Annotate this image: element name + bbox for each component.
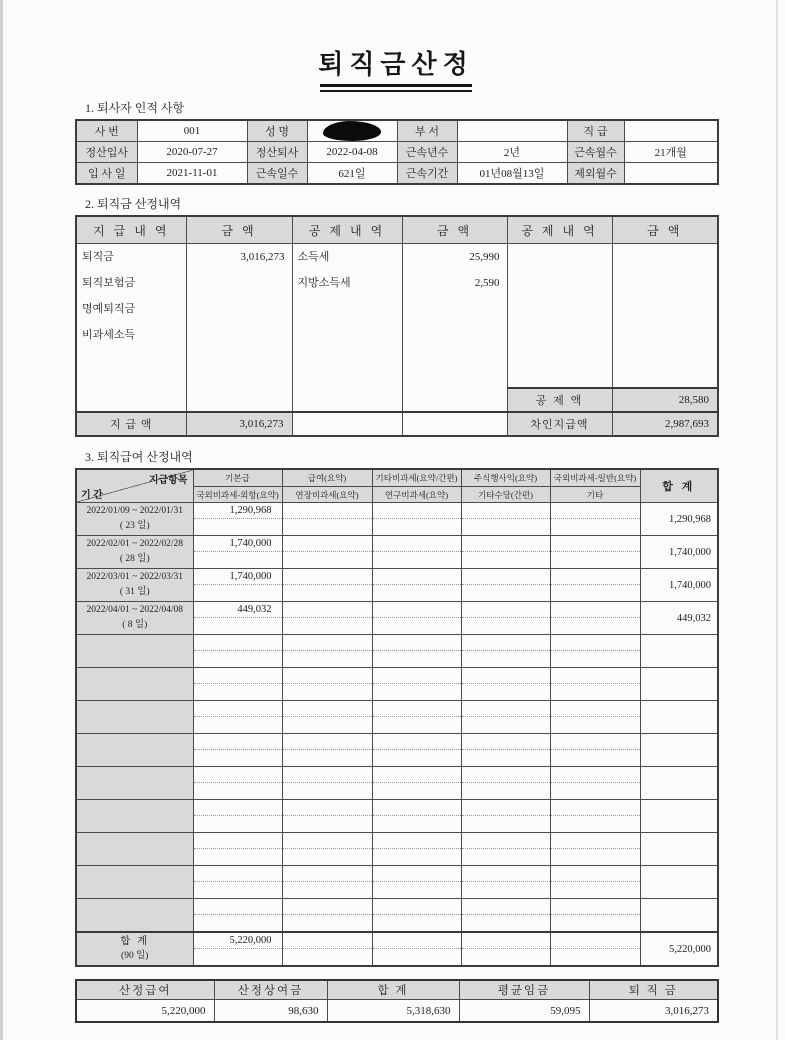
table-header-row xyxy=(76,469,718,487)
period-range: 2022/03/01 ~ 2022/03/31 xyxy=(86,572,183,582)
empty-period-row xyxy=(76,833,718,866)
service-years-label: 근속년수 xyxy=(397,142,457,163)
settle-leave-label: 정산퇴사 xyxy=(247,142,307,163)
section3-heading: 3. 퇴직급여 산정내역 xyxy=(85,450,193,464)
empty-period-row xyxy=(76,734,718,767)
summary-value-calc-bonus: 98,630 xyxy=(214,1000,327,1023)
period-row xyxy=(76,602,718,635)
period-row xyxy=(76,569,718,602)
empty-period-row xyxy=(76,899,718,933)
pay-item-label: 비과세소득 xyxy=(82,329,136,341)
corner-pay-item-label: 지급항목 xyxy=(148,475,188,486)
period-range: 2022/04/01 ~ 2022/04/08 xyxy=(86,605,183,615)
row-total-value: 449,032 xyxy=(640,602,718,635)
period-days: ( 31 일) xyxy=(119,587,150,597)
empty-period-row xyxy=(76,701,718,734)
column-header: 기본급 xyxy=(193,469,282,487)
employee-id-label: 사 번 xyxy=(76,120,137,142)
table-row xyxy=(76,142,718,163)
column-header: 공 제 내 역 xyxy=(507,216,612,244)
period-range: 2022/01/09 ~ 2022/01/31 xyxy=(86,506,183,516)
pay-amounts-cell xyxy=(186,244,292,389)
empty-period-row xyxy=(76,800,718,833)
column-header: 기타비과세(요약/간편) xyxy=(372,469,461,487)
deduction-amounts-cell xyxy=(402,244,507,389)
deduction-amount: 2,590 xyxy=(474,277,500,289)
settle-leave-value: 2022-04-08 xyxy=(307,142,397,163)
base-pay-value: 1,740,000 xyxy=(194,569,282,585)
period-days: ( 28 일) xyxy=(119,554,150,564)
title-underline xyxy=(320,84,472,92)
personal-info-table xyxy=(75,119,719,185)
table-row xyxy=(76,120,718,142)
corner-period-label: 기 간 xyxy=(81,490,103,501)
name-label: 성 명 xyxy=(247,120,307,142)
department-label: 부 서 xyxy=(397,120,457,142)
service-months-value: 21개월 xyxy=(624,142,718,163)
net-pay-label: 차인지급액 xyxy=(507,412,612,436)
name-redaction-mark xyxy=(323,121,381,141)
column-header: 국외비과세-외항(요약) xyxy=(193,487,282,503)
column-header: 금 액 xyxy=(402,216,507,244)
row-total-value: 1,290,968 xyxy=(640,503,718,536)
summary-header-calc-bonus: 산정상여금 xyxy=(214,980,327,1000)
table-row xyxy=(76,163,718,185)
empty-period-row xyxy=(76,866,718,899)
sum-total-value: 5,220,000 xyxy=(640,932,718,966)
pay-total-row xyxy=(76,412,718,436)
base-pay-cell xyxy=(193,602,282,635)
period-cell xyxy=(76,536,193,569)
join-date-value: 2021-11-01 xyxy=(137,163,247,185)
summary-table xyxy=(75,979,719,1023)
deduction-item-label: 지방소득세 xyxy=(297,277,351,289)
table-header-row xyxy=(76,216,718,244)
summary-header-severance: 퇴 직 금 xyxy=(589,980,718,1000)
sum-label-cell xyxy=(76,932,193,966)
summary-value-calc-pay: 5,220,000 xyxy=(76,1000,214,1023)
column-header: 지 급 내 역 xyxy=(76,216,186,244)
deduction-total-label: 공 제 액 xyxy=(507,388,612,412)
sum-row xyxy=(76,932,718,966)
period-row xyxy=(76,503,718,536)
photo-right-edge xyxy=(776,0,778,1040)
pay-items-cell xyxy=(76,244,186,389)
sum-label: 합 계 xyxy=(120,936,150,947)
period-cell xyxy=(76,569,193,602)
excluded-months-value xyxy=(624,163,718,185)
row-total-value: 1,740,000 xyxy=(640,536,718,569)
severance-calc-table xyxy=(75,215,719,437)
base-pay-cell xyxy=(193,503,282,536)
position-value xyxy=(624,120,718,142)
column-header: 연장비과세(요약) xyxy=(282,487,372,503)
column-header: 급여(요약) xyxy=(282,469,372,487)
row-total-value: 1,740,000 xyxy=(640,569,718,602)
summary-header-calc-pay: 산정급여 xyxy=(76,980,214,1000)
document-content xyxy=(75,0,717,1023)
empty-period-row xyxy=(76,767,718,800)
service-period-value: 01년08월13일 xyxy=(457,163,567,185)
period-row xyxy=(76,536,718,569)
name-value xyxy=(307,120,397,142)
column-header: 연구비과세(요약) xyxy=(372,487,461,503)
table-value-row xyxy=(76,1000,718,1023)
photo-left-edge xyxy=(0,0,3,1040)
table-body-row xyxy=(76,244,718,389)
deduction-amount: 25,990 xyxy=(469,251,500,263)
column-header: 금 액 xyxy=(186,216,292,244)
column-header: 기타 xyxy=(550,487,640,503)
period-days: ( 8 일) xyxy=(122,620,148,630)
period-range: 2022/02/01 ~ 2022/02/28 xyxy=(86,539,183,549)
settle-join-value: 2020-07-27 xyxy=(137,142,247,163)
pay-item-label: 명예퇴직금 xyxy=(82,303,136,315)
column-header: 공 제 내 역 xyxy=(292,216,402,244)
section2-heading: 2. 퇴직금 산정내역 xyxy=(85,197,182,211)
pay-total-value: 3,016,273 xyxy=(186,412,292,436)
deduction-total-row xyxy=(76,388,718,412)
summary-header-total: 합 계 xyxy=(327,980,459,1000)
period-days: ( 23 일) xyxy=(119,521,150,531)
deduction-items-cell xyxy=(292,244,402,389)
total-column-header: 합 계 xyxy=(640,469,718,503)
deduction-item-label: 소득세 xyxy=(297,251,330,263)
period-cell xyxy=(76,602,193,635)
page-title: 퇴직금산정 xyxy=(318,50,474,79)
benefit-detail-table xyxy=(75,468,719,967)
position-label: 직 급 xyxy=(567,120,624,142)
sum-days: (90 일) xyxy=(121,951,149,961)
pay-total-label: 지 급 액 xyxy=(76,412,186,436)
sum-base-pay-value: 5,220,000 xyxy=(194,933,282,949)
table-header-row xyxy=(76,980,718,1000)
department-value xyxy=(457,120,567,142)
period-cell xyxy=(76,503,193,536)
pay-item-label: 퇴직보험금 xyxy=(82,277,136,289)
deduction-items-cell-2 xyxy=(507,244,612,389)
base-pay-value: 1,740,000 xyxy=(194,536,282,552)
sum-base-pay-cell xyxy=(193,932,282,966)
net-pay-value: 2,987,693 xyxy=(612,412,718,436)
pay-amount: 3,016,273 xyxy=(240,251,285,263)
service-years-value: 2년 xyxy=(457,142,567,163)
service-period-label: 근속기간 xyxy=(397,163,457,185)
column-header: 주식행사익(요약) xyxy=(461,469,550,487)
base-pay-cell xyxy=(193,569,282,602)
empty-period-row xyxy=(76,668,718,701)
join-date-label: 입 사 일 xyxy=(76,163,137,185)
summary-value-severance: 3,016,273 xyxy=(589,1000,718,1023)
service-months-label: 근속월수 xyxy=(567,142,624,163)
deduction-amounts-cell-2 xyxy=(612,244,718,389)
column-header: 기타수당(간편) xyxy=(461,487,550,503)
deduction-total-value: 28,580 xyxy=(612,388,718,412)
column-header: 국외비과세-일반(요약) xyxy=(550,469,640,487)
section1-heading: 1. 퇴사자 인적 사항 xyxy=(85,101,185,115)
corner-cell xyxy=(76,469,193,503)
service-days-value: 621일 xyxy=(307,163,397,185)
settle-join-label: 정산입사 xyxy=(76,142,137,163)
base-pay-cell xyxy=(193,536,282,569)
summary-value-avg-wage: 59,095 xyxy=(459,1000,589,1023)
summary-header-avg-wage: 평균임금 xyxy=(459,980,589,1000)
service-days-label: 근속일수 xyxy=(247,163,307,185)
employee-id-value: 001 xyxy=(137,120,247,142)
summary-value-total: 5,318,630 xyxy=(327,1000,459,1023)
base-pay-value: 1,290,968 xyxy=(194,503,282,519)
column-header: 금 액 xyxy=(612,216,718,244)
base-pay-value: 449,032 xyxy=(194,602,282,618)
excluded-months-label: 제외월수 xyxy=(567,163,624,185)
pay-item-label: 퇴직금 xyxy=(82,251,114,263)
empty-period-row xyxy=(76,635,718,668)
